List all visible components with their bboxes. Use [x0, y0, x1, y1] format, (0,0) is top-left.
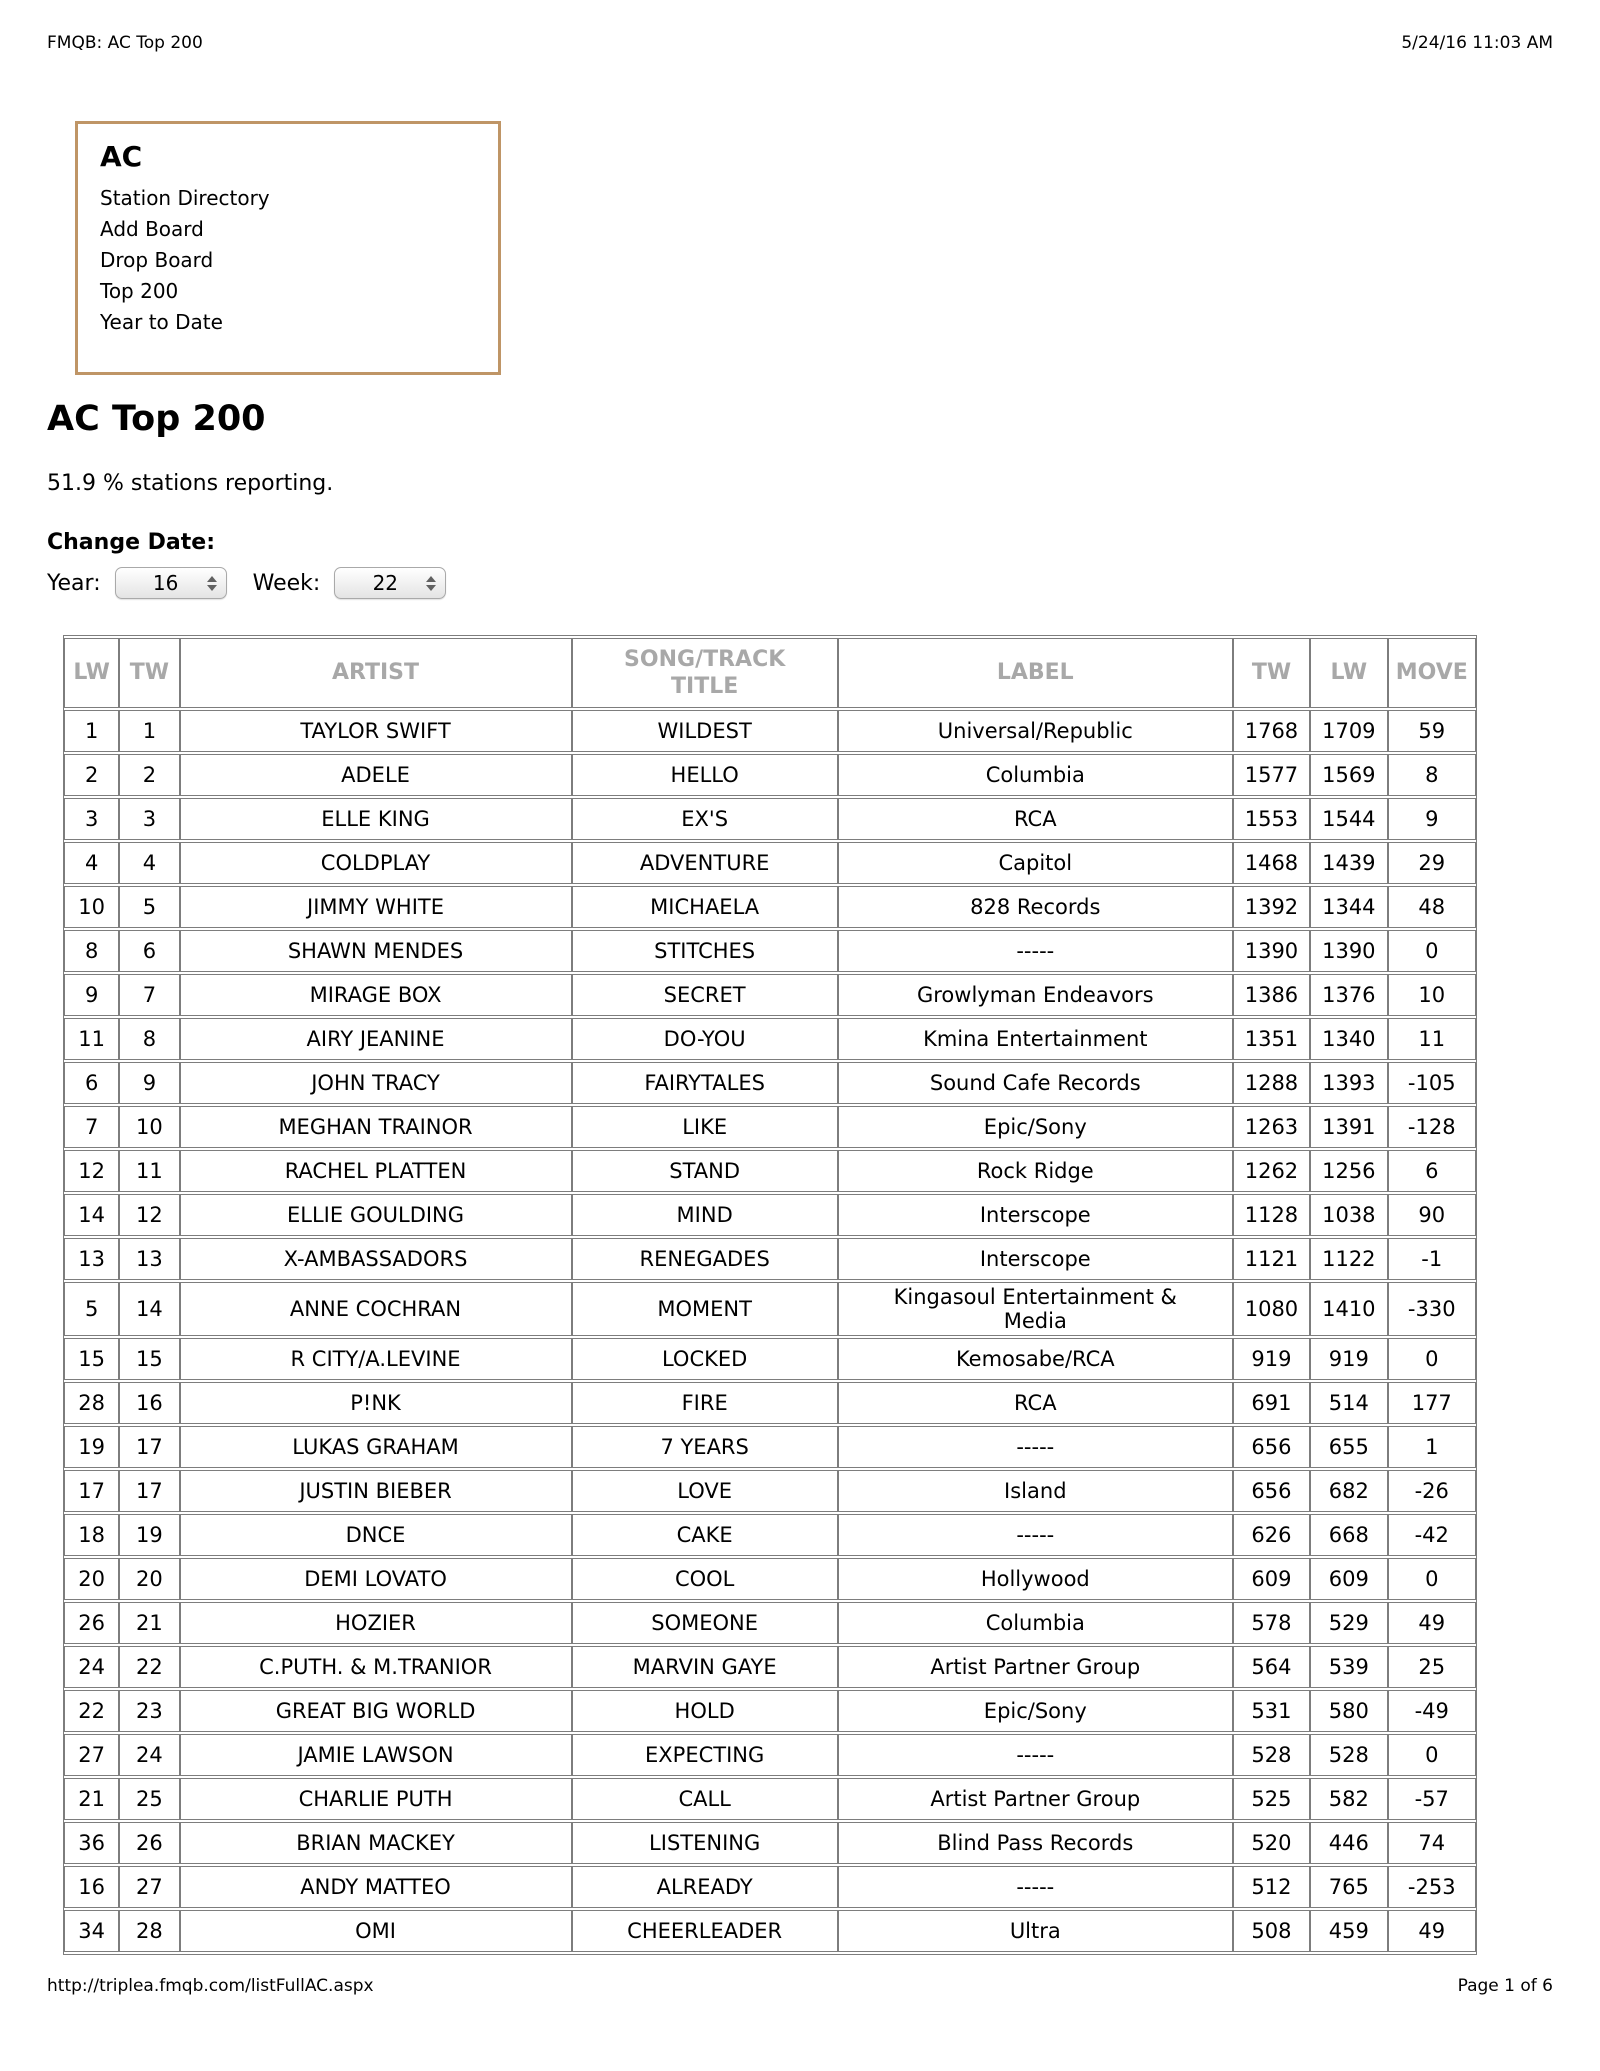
table-row [64, 1106, 1476, 1148]
table-cell: -330 [1388, 1282, 1476, 1336]
table-cell: Blind Pass Records [838, 1822, 1233, 1864]
table-cell: 1410 [1310, 1282, 1387, 1336]
week-select-value: 22 [372, 571, 399, 595]
table-cell: SECRET [572, 974, 838, 1016]
table-header-row [64, 638, 1476, 708]
table-row [64, 1866, 1476, 1908]
table-cell: 1569 [1310, 754, 1387, 796]
table-cell: 12 [119, 1194, 179, 1236]
table-cell: 919 [1233, 1338, 1310, 1380]
table-cell: LOCKED [572, 1338, 838, 1380]
table-row [64, 754, 1476, 796]
table-cell: 529 [1310, 1602, 1387, 1644]
table-cell: 0 [1388, 1734, 1476, 1776]
table-cell: 9 [64, 974, 119, 1016]
table-cell: Columbia [838, 754, 1233, 796]
table-cell: 6 [64, 1062, 119, 1104]
col-header-lw-rank: LW [64, 638, 119, 708]
table-cell: JOHN TRACY [180, 1062, 572, 1104]
table-cell: 1393 [1310, 1062, 1387, 1104]
table-cell: 13 [119, 1238, 179, 1280]
table-row [64, 1602, 1476, 1644]
table-cell: X-AMBASSADORS [180, 1238, 572, 1280]
change-date-label: Change Date: [47, 530, 215, 555]
year-label: Year: [47, 570, 101, 596]
table-cell: 23 [119, 1690, 179, 1732]
table-cell: Epic/Sony [838, 1106, 1233, 1148]
table-cell: 525 [1233, 1778, 1310, 1820]
table-row [64, 1194, 1476, 1236]
table-cell: 1544 [1310, 798, 1387, 840]
table-cell: CAKE [572, 1514, 838, 1556]
stepper-arrows-icon [426, 576, 436, 591]
table-cell: C.PUTH. & M.TRANIOR [180, 1646, 572, 1688]
table-cell: Kingasoul Entertainment & Media [838, 1282, 1233, 1336]
table-cell: 11 [119, 1150, 179, 1192]
table-cell: 22 [64, 1690, 119, 1732]
table-cell: R CITY/A.LEVINE [180, 1338, 572, 1380]
table-cell: 21 [119, 1602, 179, 1644]
week-label: Week: [252, 570, 321, 596]
table-cell: Capitol [838, 842, 1233, 884]
table-cell: 10 [64, 886, 119, 928]
table-cell: 3 [119, 798, 179, 840]
table-cell: 19 [64, 1426, 119, 1468]
table-cell: STAND [572, 1150, 838, 1192]
table-cell: 25 [1388, 1646, 1476, 1688]
col-header-lw-spins: LW [1310, 638, 1387, 708]
year-select-value: 16 [152, 571, 179, 595]
nav-link-year-to-date[interactable]: Year to Date [100, 310, 223, 334]
table-row [64, 1018, 1476, 1060]
table-cell: 28 [119, 1910, 179, 1952]
table-cell: Epic/Sony [838, 1690, 1233, 1732]
table-cell: Hollywood [838, 1558, 1233, 1600]
table-cell: 24 [119, 1734, 179, 1776]
table-cell: 11 [64, 1018, 119, 1060]
table-cell: ADVENTURE [572, 842, 838, 884]
table-cell: 691 [1233, 1382, 1310, 1424]
table-row [64, 886, 1476, 928]
table-cell: Ultra [838, 1910, 1233, 1952]
table-cell: 0 [1388, 1338, 1476, 1380]
footer-url: http://triplea.fmqb.com/listFullAC.aspx [47, 1976, 374, 1996]
stations-reporting-text: 51.9 % stations reporting. [47, 471, 334, 496]
table-cell: 919 [1310, 1338, 1387, 1380]
table-cell: 1121 [1233, 1238, 1310, 1280]
table-cell: 10 [1388, 974, 1476, 1016]
chart-table-body [64, 710, 1476, 1952]
table-row [64, 710, 1476, 752]
table-cell: LUKAS GRAHAM [180, 1426, 572, 1468]
table-cell: 564 [1233, 1646, 1310, 1688]
table-cell: 4 [119, 842, 179, 884]
table-row [64, 1282, 1476, 1336]
table-cell: 1768 [1233, 710, 1310, 752]
table-cell: AIRY JEANINE [180, 1018, 572, 1060]
table-cell: 7 YEARS [572, 1426, 838, 1468]
table-cell: 1391 [1310, 1106, 1387, 1148]
table-cell: 2 [64, 754, 119, 796]
table-cell: 15 [119, 1338, 179, 1380]
table-row [64, 798, 1476, 840]
table-row [64, 1778, 1476, 1820]
table-cell: 49 [1388, 1910, 1476, 1952]
table-cell: 1390 [1310, 930, 1387, 972]
table-cell: HOLD [572, 1690, 838, 1732]
table-cell: 1288 [1233, 1062, 1310, 1104]
table-row [64, 1382, 1476, 1424]
table-cell: -26 [1388, 1470, 1476, 1512]
table-cell: JAMIE LAWSON [180, 1734, 572, 1776]
table-cell: 14 [119, 1282, 179, 1336]
table-cell: 7 [64, 1106, 119, 1148]
table-cell: 656 [1233, 1426, 1310, 1468]
table-row [64, 930, 1476, 972]
table-cell: 12 [64, 1150, 119, 1192]
table-cell: 9 [119, 1062, 179, 1104]
table-cell: 1709 [1310, 710, 1387, 752]
table-cell: MARVIN GAYE [572, 1646, 838, 1688]
table-cell: CHARLIE PUTH [180, 1778, 572, 1820]
table-cell: 13 [64, 1238, 119, 1280]
table-cell: -128 [1388, 1106, 1476, 1148]
page-title: AC Top 200 [47, 399, 266, 439]
table-cell: ELLE KING [180, 798, 572, 840]
table-row [64, 1646, 1476, 1688]
table-cell: 26 [119, 1822, 179, 1864]
nav-link-station-directory[interactable]: Station Directory [100, 186, 270, 210]
table-cell: ----- [838, 1426, 1233, 1468]
nav-link-drop-board[interactable]: Drop Board [100, 248, 214, 272]
table-cell: Universal/Republic [838, 710, 1233, 752]
table-cell: JIMMY WHITE [180, 886, 572, 928]
table-cell: 177 [1388, 1382, 1476, 1424]
table-cell: Interscope [838, 1238, 1233, 1280]
table-cell: EXPECTING [572, 1734, 838, 1776]
table-cell: 19 [119, 1514, 179, 1556]
table-cell: 34 [64, 1910, 119, 1952]
table-cell: 21 [64, 1778, 119, 1820]
year-select[interactable] [115, 567, 227, 599]
table-cell: COLDPLAY [180, 842, 572, 884]
table-cell: MIND [572, 1194, 838, 1236]
table-cell: 508 [1233, 1910, 1310, 1952]
table-cell: 49 [1388, 1602, 1476, 1644]
table-cell: 682 [1310, 1470, 1387, 1512]
table-cell: Sound Cafe Records [838, 1062, 1233, 1104]
table-cell: ----- [838, 930, 1233, 972]
table-cell: MOMENT [572, 1282, 838, 1336]
table-cell: 28 [64, 1382, 119, 1424]
table-cell: 514 [1310, 1382, 1387, 1424]
table-cell: Kemosabe/RCA [838, 1338, 1233, 1380]
table-cell: 1376 [1310, 974, 1387, 1016]
table-cell: SOMEONE [572, 1602, 838, 1644]
table-cell: 520 [1233, 1822, 1310, 1864]
table-row [64, 974, 1476, 1016]
table-cell: 29 [1388, 842, 1476, 884]
table-cell: 4 [64, 842, 119, 884]
table-cell: LIKE [572, 1106, 838, 1148]
table-cell: 528 [1233, 1734, 1310, 1776]
table-cell: ALREADY [572, 1866, 838, 1908]
table-cell: 16 [64, 1866, 119, 1908]
table-cell: 2 [119, 754, 179, 796]
table-cell: 1128 [1233, 1194, 1310, 1236]
table-cell: -49 [1388, 1690, 1476, 1732]
table-cell: 626 [1233, 1514, 1310, 1556]
table-cell: 609 [1233, 1558, 1310, 1600]
table-cell: Artist Partner Group [838, 1778, 1233, 1820]
table-cell: 9 [1388, 798, 1476, 840]
table-cell: 14 [64, 1194, 119, 1236]
table-row [64, 1150, 1476, 1192]
table-cell: CALL [572, 1778, 838, 1820]
table-cell: 3 [64, 798, 119, 840]
footer-page-number: Page 1 of 6 [1457, 1976, 1553, 1996]
table-cell: DNCE [180, 1514, 572, 1556]
table-cell: LOVE [572, 1470, 838, 1512]
table-cell: TAYLOR SWIFT [180, 710, 572, 752]
table-cell: HOZIER [180, 1602, 572, 1644]
table-cell: 582 [1310, 1778, 1387, 1820]
table-cell: 22 [119, 1646, 179, 1688]
table-cell: 20 [119, 1558, 179, 1600]
table-cell: Columbia [838, 1602, 1233, 1644]
table-cell: 1553 [1233, 798, 1310, 840]
table-cell: ----- [838, 1866, 1233, 1908]
table-cell: 74 [1388, 1822, 1476, 1864]
table-cell: 531 [1233, 1690, 1310, 1732]
nav-link-add-board[interactable]: Add Board [100, 217, 204, 241]
table-cell: LISTENING [572, 1822, 838, 1864]
table-cell: OMI [180, 1910, 572, 1952]
table-cell: 7 [119, 974, 179, 1016]
table-cell: 6 [1388, 1150, 1476, 1192]
print-footer [47, 1976, 1553, 1996]
table-cell: 1263 [1233, 1106, 1310, 1148]
week-select[interactable] [334, 567, 446, 599]
table-cell: 446 [1310, 1822, 1387, 1864]
table-cell: 1577 [1233, 754, 1310, 796]
table-cell: Kmina Entertainment [838, 1018, 1233, 1060]
table-cell: COOL [572, 1558, 838, 1600]
table-cell: 17 [64, 1470, 119, 1512]
table-cell: -42 [1388, 1514, 1476, 1556]
table-cell: 668 [1310, 1514, 1387, 1556]
table-cell: DEMI LOVATO [180, 1558, 572, 1600]
table-row [64, 1062, 1476, 1104]
print-header [0, 0, 1600, 53]
nav-box [75, 121, 501, 375]
table-cell: 11 [1388, 1018, 1476, 1060]
table-cell: 1439 [1310, 842, 1387, 884]
table-cell: 578 [1233, 1602, 1310, 1644]
table-cell: 18 [64, 1514, 119, 1556]
table-row [64, 1558, 1476, 1600]
table-cell: RCA [838, 1382, 1233, 1424]
table-cell: 1340 [1310, 1018, 1387, 1060]
table-cell: 5 [64, 1282, 119, 1336]
table-cell: 59 [1388, 710, 1476, 752]
table-cell: MICHAELA [572, 886, 838, 928]
table-cell: 765 [1310, 1866, 1387, 1908]
table-cell: 90 [1388, 1194, 1476, 1236]
table-cell: 512 [1233, 1866, 1310, 1908]
table-cell: WILDEST [572, 710, 838, 752]
table-cell: 1262 [1233, 1150, 1310, 1192]
table-cell: 8 [64, 930, 119, 972]
table-cell: -253 [1388, 1866, 1476, 1908]
col-header-artist: ARTIST [180, 638, 572, 708]
table-cell: Artist Partner Group [838, 1646, 1233, 1688]
table-cell: 1390 [1233, 930, 1310, 972]
table-cell: -105 [1388, 1062, 1476, 1104]
table-cell: SHAWN MENDES [180, 930, 572, 972]
table-cell: JUSTIN BIEBER [180, 1470, 572, 1512]
table-cell: 5 [119, 886, 179, 928]
stepper-arrows-icon [207, 576, 217, 591]
table-cell: P!NK [180, 1382, 572, 1424]
table-cell: ----- [838, 1514, 1233, 1556]
table-cell: 1468 [1233, 842, 1310, 884]
table-cell: DO-YOU [572, 1018, 838, 1060]
table-cell: 1038 [1310, 1194, 1387, 1236]
table-cell: 8 [119, 1018, 179, 1060]
table-cell: 27 [64, 1734, 119, 1776]
table-cell: ELLIE GOULDING [180, 1194, 572, 1236]
table-cell: 0 [1388, 1558, 1476, 1600]
table-row [64, 1910, 1476, 1952]
table-cell: 48 [1388, 886, 1476, 928]
table-row [64, 842, 1476, 884]
table-cell: RCA [838, 798, 1233, 840]
table-cell: 17 [119, 1426, 179, 1468]
table-cell: ADELE [180, 754, 572, 796]
nav-box-title: AC [100, 140, 143, 173]
table-cell: ----- [838, 1734, 1233, 1776]
table-cell: 1344 [1310, 886, 1387, 928]
nav-link-top-200[interactable]: Top 200 [100, 279, 179, 303]
table-cell: GREAT BIG WORLD [180, 1690, 572, 1732]
table-cell: 459 [1310, 1910, 1387, 1952]
table-cell: Growlyman Endeavors [838, 974, 1233, 1016]
table-cell: Interscope [838, 1194, 1233, 1236]
table-cell: 828 Records [838, 886, 1233, 928]
col-header-song-title: SONG/TRACK TITLE [572, 638, 838, 708]
print-timestamp: 5/24/16 11:03 AM [1401, 33, 1553, 53]
table-cell: ANDY MATTEO [180, 1866, 572, 1908]
table-cell: 27 [119, 1866, 179, 1908]
table-cell: 609 [1310, 1558, 1387, 1600]
table-cell: 16 [119, 1382, 179, 1424]
table-cell: 8 [1388, 754, 1476, 796]
table-cell: 25 [119, 1778, 179, 1820]
table-cell: 1 [64, 710, 119, 752]
table-cell: 655 [1310, 1426, 1387, 1468]
table-cell: EX'S [572, 798, 838, 840]
chart-table-container [63, 635, 1477, 1943]
table-cell: Rock Ridge [838, 1150, 1233, 1192]
date-controls [47, 567, 1600, 599]
table-cell: 6 [119, 930, 179, 972]
table-cell: 15 [64, 1338, 119, 1380]
table-cell: RENEGADES [572, 1238, 838, 1280]
table-cell: BRIAN MACKEY [180, 1822, 572, 1864]
table-cell: 20 [64, 1558, 119, 1600]
table-cell: -57 [1388, 1778, 1476, 1820]
table-cell: 656 [1233, 1470, 1310, 1512]
table-cell: 1080 [1233, 1282, 1310, 1336]
table-row [64, 1338, 1476, 1380]
table-cell: MIRAGE BOX [180, 974, 572, 1016]
table-row [64, 1514, 1476, 1556]
table-row [64, 1426, 1476, 1468]
table-cell: 580 [1310, 1690, 1387, 1732]
table-cell: CHEERLEADER [572, 1910, 838, 1952]
doc-title: FMQB: AC Top 200 [47, 33, 203, 53]
table-cell: FAIRYTALES [572, 1062, 838, 1104]
table-cell: 26 [64, 1602, 119, 1644]
table-cell: 36 [64, 1822, 119, 1864]
table-cell: 1351 [1233, 1018, 1310, 1060]
table-row [64, 1734, 1476, 1776]
table-cell: 1386 [1233, 974, 1310, 1016]
table-cell: 10 [119, 1106, 179, 1148]
table-cell: 1392 [1233, 886, 1310, 928]
col-header-label: LABEL [838, 638, 1233, 708]
table-cell: 528 [1310, 1734, 1387, 1776]
table-cell: 24 [64, 1646, 119, 1688]
table-cell: 0 [1388, 930, 1476, 972]
table-cell: -1 [1388, 1238, 1476, 1280]
table-cell: MEGHAN TRAINOR [180, 1106, 572, 1148]
table-cell: FIRE [572, 1382, 838, 1424]
table-cell: STITCHES [572, 930, 838, 972]
table-cell: Island [838, 1470, 1233, 1512]
table-cell: RACHEL PLATTEN [180, 1150, 572, 1192]
table-row [64, 1690, 1476, 1732]
table-cell: 1 [119, 710, 179, 752]
col-header-tw-rank: TW [119, 638, 179, 708]
table-cell: 17 [119, 1470, 179, 1512]
table-cell: 539 [1310, 1646, 1387, 1688]
chart-table [63, 635, 1477, 1955]
table-cell: HELLO [572, 754, 838, 796]
table-row [64, 1822, 1476, 1864]
table-row [64, 1238, 1476, 1280]
col-header-move: MOVE [1388, 638, 1476, 708]
table-cell: 1256 [1310, 1150, 1387, 1192]
table-cell: 1122 [1310, 1238, 1387, 1280]
col-header-tw-spins: TW [1233, 638, 1310, 708]
table-cell: 1 [1388, 1426, 1476, 1468]
table-row [64, 1470, 1476, 1512]
table-cell: ANNE COCHRAN [180, 1282, 572, 1336]
